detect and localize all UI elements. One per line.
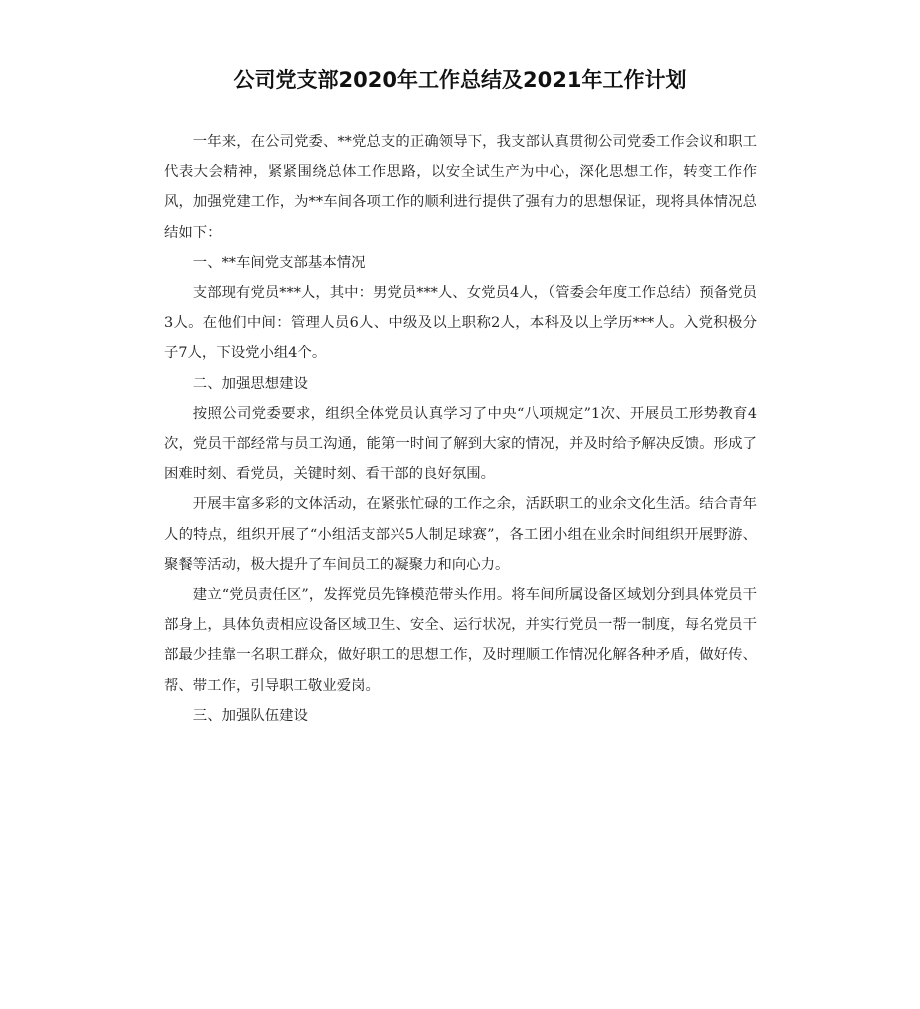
- section-heading-3: 三、加强队伍建设: [192, 707, 308, 724]
- paragraph-intro: 一年来，在公司党委、**党总支的正确领导下，我支部认真贯彻公司党委工作会议和职工代表大会精神，紧紧围绕总体工作思路，以安全试生产为中心，深化思想工作，转变工作作风，加强党建工作，为**车间各项工作的顺利进行提供了强有力的思想保证，现将具体情况总结如下：: [164, 134, 757, 241]
- section-heading-2: 二、加强思想建设: [192, 375, 308, 392]
- paragraph-basic-info: 支部现有党员***人，其中：男党员***人、女党员4人，（管委会年度工作总结）预备党员3人。在他们中间：管理人员6人、中级及以上职称2人，本科及以上学历***人。入党积极分子7人，下设党小组4个。: [164, 285, 757, 362]
- document-title: 公司党支部2020年工作总结及2021年工作计划: [233, 68, 687, 92]
- section-heading-1: 一、**车间党支部基本情况: [192, 254, 366, 271]
- document-body: [164, 127, 757, 731]
- paragraph-responsibility: 建立“党员责任区”，发挥党员先锋模范带头作用。将车间所属设备区域划分到具体党员干部身上，具体负责相应设备区域卫生、安全、运行状况，并实行党员一帮一制度，每名党员干部最少挂靠一名职工群众，做好职工的思想工作，及时理顺工作情况化解各种矛盾，做好传、帮、带工作，引导职工敬业爱岗。: [164, 587, 757, 694]
- paragraph-study: 按照公司党委要求，组织全体党员认真学习了中央“八项规定”1次、开展员工形势教育4次，党员干部经常与员工沟通，能第一时间了解到大家的情况，并及时给予解决反馈。形成了困难时刻、看党员，关键时刻、看干部的良好氛围。: [164, 405, 757, 483]
- paragraph-activities: 开展丰富多彩的文体活动，在紧张忙碌的工作之余，活跃职工的业余文化生活。结合青年人的特点，组织开展了“小组活支部兴5人制足球赛”，各工团小组在业余时间组织开展野游、聚餐等活动，极大提升了车间员工的凝聚力和向心力。: [164, 496, 757, 573]
